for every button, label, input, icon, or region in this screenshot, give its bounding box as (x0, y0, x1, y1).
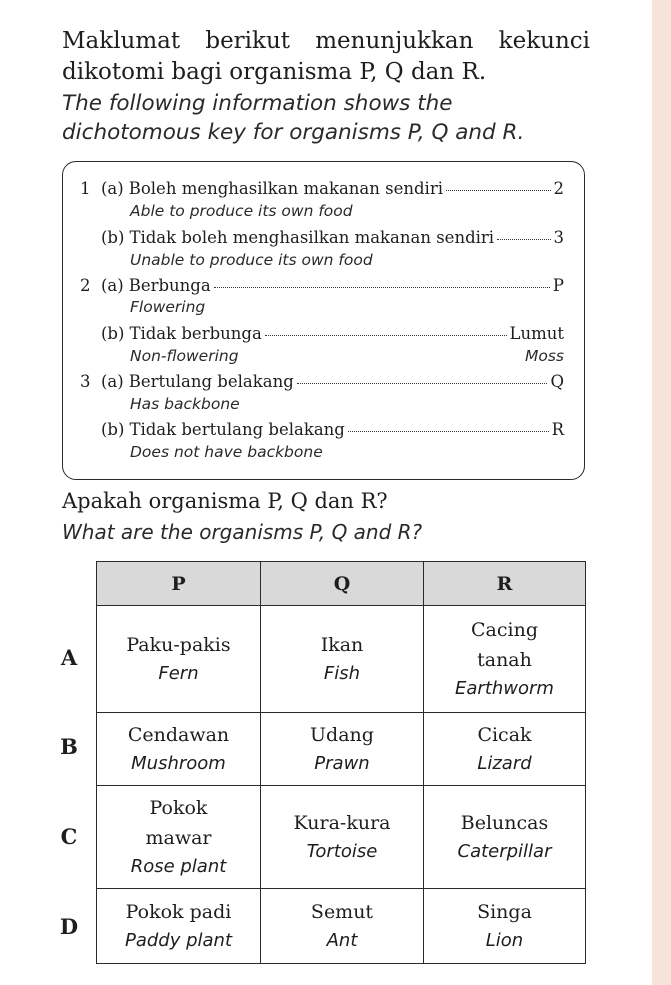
table-header-row (97, 562, 586, 606)
organism-name: Kura-kura (293, 812, 391, 834)
leader-dots (297, 383, 548, 384)
organism-name: Cicak (477, 724, 532, 746)
organism-translation: Rose plant (130, 856, 227, 877)
option-b[interactable]: B (60, 734, 78, 759)
option-d[interactable]: D (59, 914, 79, 939)
key-step-text: Bertulang belakang (128, 372, 294, 391)
key-step-result: R (551, 420, 564, 439)
organism-name: Paku-pakis (126, 634, 231, 656)
key-step-2b (80, 324, 564, 343)
table-cell (424, 606, 586, 713)
key-step-number: 3 (80, 372, 91, 391)
key-step-3a (80, 372, 564, 391)
question-english: What are the organisms P, Q and R? (62, 520, 423, 544)
key-step-result: 2 (553, 179, 564, 198)
key-step-text: Boleh menghasilkan makanan sendiri (128, 179, 444, 198)
organism-translation: Earthworm (455, 678, 554, 699)
key-step-text: Tidak bertulang belakang (129, 420, 345, 439)
organism-translation: Tortoise (306, 841, 378, 862)
organism-translation: Ant (326, 930, 358, 951)
key-step-translation: Able to produce its own food (130, 202, 353, 220)
intro-malay: Maklumat berikut menunjukkan kekunci dikotomi bagi organisma P, Q dan R. (62, 28, 590, 85)
organism-name: Cendawan (127, 724, 230, 746)
table-cell (261, 713, 424, 786)
leader-dots (446, 190, 550, 191)
leader-dots (348, 431, 549, 432)
leader-dots (497, 239, 550, 240)
key-step-result: 3 (553, 228, 564, 247)
table-row[interactable] (97, 606, 586, 713)
organism-name: Cacing tanah (471, 619, 538, 671)
leader-dots (214, 287, 550, 288)
key-step-1a (80, 179, 564, 198)
key-step-number: 2 (80, 276, 91, 295)
key-step-text: Tidak boleh menghasilkan makanan sendiri (129, 228, 495, 247)
organism-translation: Mushroom (131, 753, 226, 774)
key-step-translation: Flowering (130, 298, 206, 316)
key-step-result-translation: Moss (524, 347, 564, 365)
leader-dots (265, 335, 507, 336)
table-cell (424, 786, 586, 889)
organism-name: Singa (477, 901, 532, 923)
table-cell (97, 786, 261, 889)
table-cell (424, 713, 586, 786)
table-cell (97, 889, 261, 964)
key-step-label: (a) (101, 276, 124, 295)
organism-name: Semut (310, 901, 374, 923)
option-a[interactable]: A (60, 645, 78, 670)
key-step-3b (80, 420, 564, 439)
table-cell (97, 606, 261, 713)
key-step-result: Lumut (509, 324, 564, 343)
column-header: P (97, 562, 261, 606)
key-step-2a (80, 276, 564, 295)
organism-translation: Fern (158, 663, 199, 684)
organism-translation: Prawn (314, 753, 370, 774)
key-step-translation: Does not have backbone (130, 443, 323, 461)
key-step-1b (80, 228, 564, 247)
key-step-translation: Has backbone (130, 395, 240, 413)
key-step-result: Q (550, 372, 564, 391)
key-step-text: Berbunga (128, 276, 211, 295)
page-edge (652, 0, 671, 985)
key-step-number: 1 (80, 179, 91, 198)
organism-name: Pokok padi (125, 901, 232, 923)
key-step-label: (a) (101, 179, 124, 198)
organism-translation: Fish (323, 663, 361, 684)
column-header: R (424, 562, 586, 606)
question-malay: Apakah organisma P, Q dan R? (62, 489, 388, 513)
key-step-label: (b) (101, 420, 125, 439)
key-step-result: P (552, 276, 564, 295)
table-row[interactable] (97, 713, 586, 786)
table-row[interactable] (97, 786, 586, 889)
table-cell (424, 889, 586, 964)
key-step-label: (b) (101, 324, 125, 343)
organism-name: Pokok mawar (145, 797, 212, 849)
key-step-text: Tidak berbunga (129, 324, 262, 343)
organism-translation: Caterpillar (457, 841, 552, 862)
answer-table (96, 561, 586, 964)
organism-translation: Lion (485, 930, 524, 951)
table-cell (261, 606, 424, 713)
key-step-translation: Unable to produce its own food (130, 251, 373, 269)
table-cell (261, 889, 424, 964)
column-header: Q (261, 562, 424, 606)
key-step-label: (b) (101, 228, 125, 247)
table-cell (261, 786, 424, 889)
organism-name: Beluncas (460, 812, 549, 834)
key-step-label: (a) (101, 372, 124, 391)
table-cell (97, 713, 261, 786)
table-row[interactable] (97, 889, 586, 964)
option-c[interactable]: C (60, 824, 78, 849)
organism-translation: Lizard (477, 753, 532, 774)
organism-name: Ikan (320, 634, 364, 656)
organism-translation: Paddy plant (124, 930, 233, 951)
organism-name: Udang (310, 724, 374, 746)
intro-english: The following information shows the dichotomous key for organisms P, Q and R. (62, 91, 525, 145)
key-step-translation: Non-flowering (130, 347, 239, 365)
